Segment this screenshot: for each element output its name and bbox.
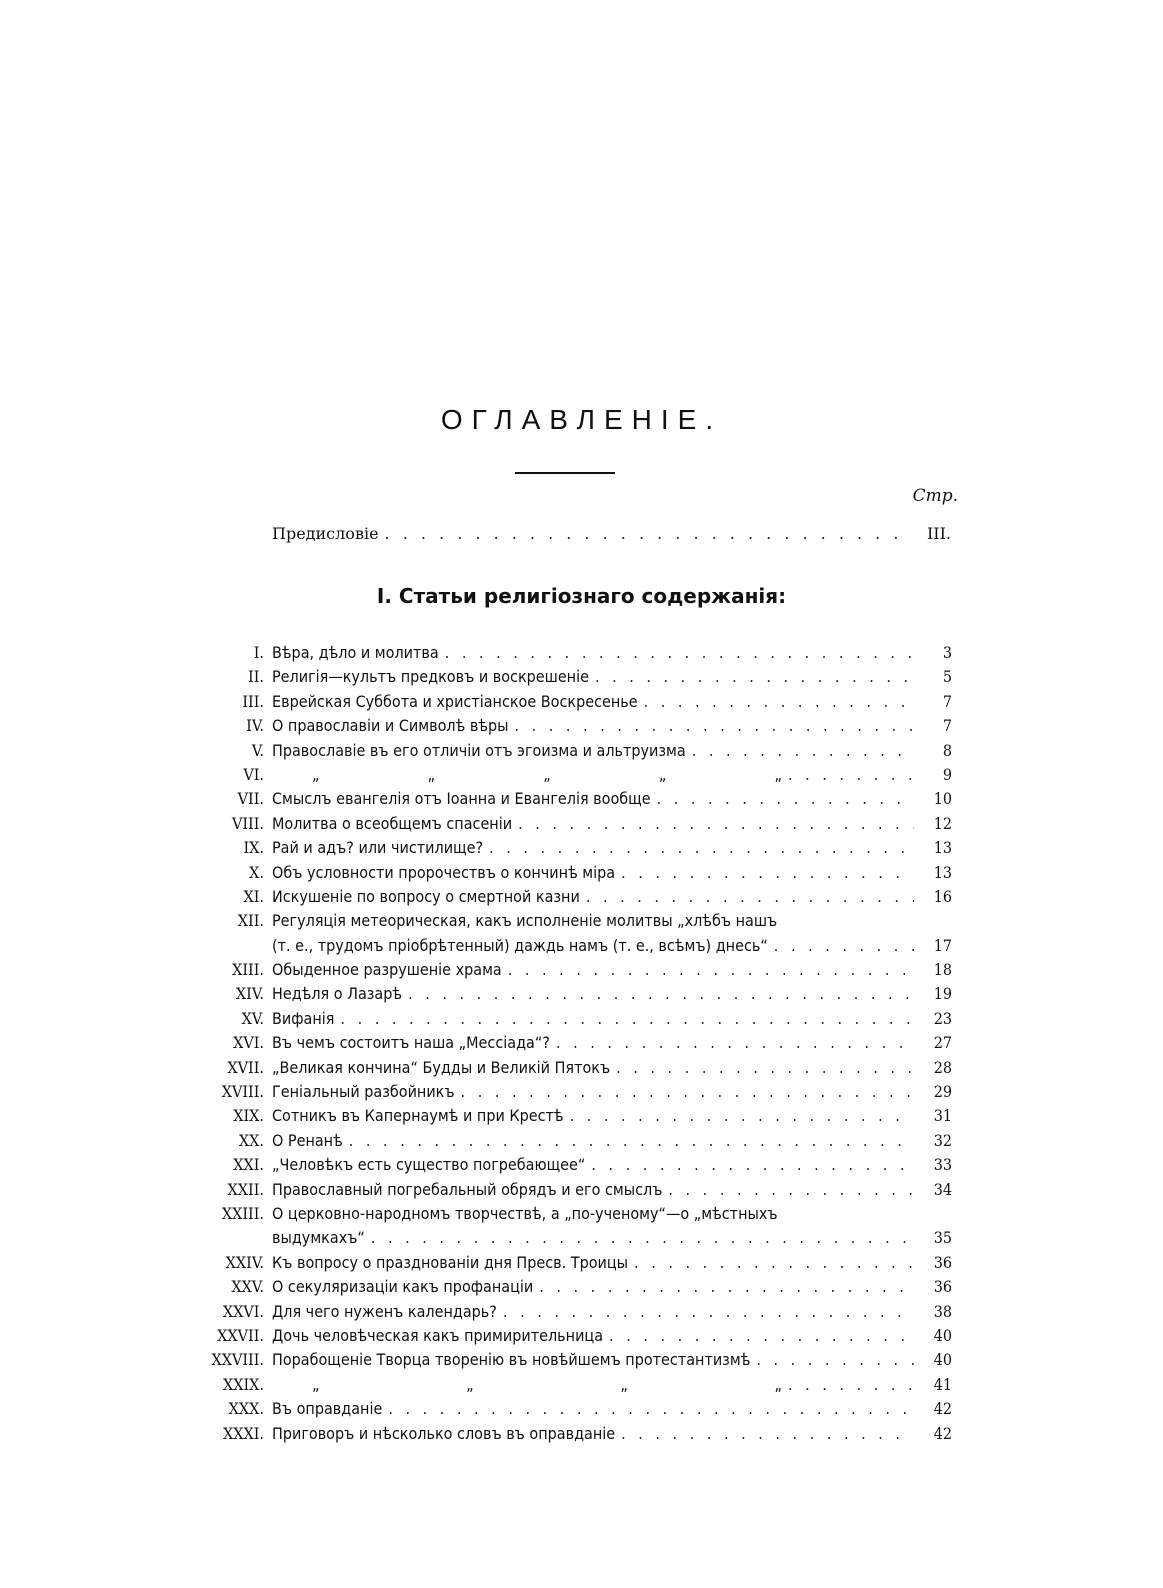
- toc-entry[interactable]: [180, 1302, 952, 1326]
- entry-title: Смыслъ евангелія отъ Іоанна и Евангелія вообще: [272, 789, 651, 809]
- leader-dots: [644, 692, 914, 711]
- toc-entry[interactable]: [180, 1155, 952, 1179]
- entry-number: V.: [251, 740, 264, 760]
- toc-entry[interactable]: [180, 1033, 952, 1057]
- toc-entry[interactable]: [180, 1106, 952, 1130]
- entry-title: Для чего нуженъ календарь?: [272, 1301, 497, 1321]
- leader-dots: [591, 1155, 914, 1174]
- leader-dots: [609, 1326, 914, 1345]
- page-column-header: Стр.: [912, 486, 958, 506]
- entry-page: 7: [942, 716, 952, 736]
- entry-title: Религія—культъ предковъ и воскрешеніе: [272, 667, 589, 687]
- leader-dots: [445, 643, 914, 662]
- leader-dots: [756, 1350, 914, 1369]
- toc-entry[interactable]: [180, 1204, 952, 1228]
- entry-number: XVIII.: [221, 1082, 264, 1102]
- entry-page: 12: [933, 813, 952, 833]
- entry-page: 5: [942, 667, 952, 687]
- entry-page: 41: [933, 1374, 952, 1394]
- entry-number: II.: [248, 667, 264, 687]
- entry-number: XX.: [238, 1130, 264, 1150]
- entry-number: XI.: [243, 886, 264, 906]
- entry-page: 36: [933, 1252, 952, 1272]
- entry-page: 28: [933, 1057, 952, 1077]
- entry-title: Въ чемъ состоитъ наша „Мессіада“?: [272, 1033, 550, 1053]
- toc-entry[interactable]: [180, 789, 952, 813]
- entry-page: 42: [933, 1423, 952, 1443]
- entry-title: Въ оправданіе: [272, 1399, 383, 1419]
- entry-number: XXXI.: [222, 1423, 264, 1443]
- entry-title: О секуляризаціи какъ профанаціи: [272, 1277, 534, 1297]
- leader-dots: [634, 1253, 914, 1272]
- entry-page: 33: [933, 1155, 952, 1175]
- entry-number: IX.: [243, 838, 264, 858]
- toc-preface[interactable]: [272, 524, 951, 550]
- entry-title: Обыденное разрушеніе храма: [272, 960, 502, 980]
- title-rule: [515, 472, 615, 474]
- leader-dots: [556, 1033, 914, 1052]
- toc-entry[interactable]: [180, 1009, 952, 1033]
- toc-entry[interactable]: [180, 863, 952, 887]
- entry-page: 7: [942, 691, 952, 711]
- entry-title: О Ренанѣ: [272, 1130, 343, 1150]
- entry-number: VIII.: [231, 813, 264, 833]
- entry-title: Сотникъ въ Капернаумѣ и при Крестѣ: [272, 1106, 564, 1126]
- entry-title: Порабощеніе Творца творенію въ новѣйшемъ протестантизмѣ: [272, 1350, 751, 1370]
- leader-dots: [489, 838, 914, 857]
- toc-entry[interactable]: [180, 692, 952, 716]
- entry-number: XV.: [241, 1008, 264, 1028]
- entry-page: 9: [942, 764, 952, 784]
- ditto-marks: „ „ „ „: [312, 1374, 782, 1394]
- entry-page: 36: [933, 1277, 952, 1297]
- leader-dots: [515, 716, 915, 735]
- entry-number: XXIII.: [221, 1203, 264, 1223]
- toc-entry[interactable]: [180, 911, 952, 935]
- entry-page: 17: [933, 935, 952, 955]
- table-of-contents: [180, 643, 952, 1448]
- toc-entry[interactable]: [180, 1277, 952, 1301]
- toc-entry[interactable]: [180, 1399, 952, 1423]
- leader-dots: [340, 1009, 914, 1028]
- entry-number: VII.: [237, 789, 264, 809]
- entry-title: О православіи и Символѣ вѣры: [272, 716, 509, 736]
- leader-dots: [657, 789, 914, 808]
- entry-number: XXV.: [231, 1277, 264, 1297]
- entry-page: 10: [933, 789, 952, 809]
- ditto-marks: „ „ „ „ „: [312, 764, 782, 784]
- entry-number: XVII.: [227, 1057, 264, 1077]
- leader-dots: [595, 667, 914, 686]
- entry-page: 18: [933, 960, 952, 980]
- entry-page: 16: [933, 886, 952, 906]
- entry-number: XVI.: [233, 1033, 264, 1053]
- toc-entry[interactable]: [180, 1180, 952, 1204]
- leader-dots: [616, 1058, 914, 1077]
- leader-dots: [388, 1399, 914, 1418]
- entry-page: 38: [933, 1301, 952, 1321]
- entry-page: 23: [933, 1008, 952, 1028]
- entry-title: Православіе въ его отличіи отъ эгоизма и альтруизма: [272, 740, 686, 760]
- entry-page: 19: [933, 984, 952, 1004]
- entry-title: Приговоръ и нѣсколько словъ въ оправданіе: [272, 1423, 616, 1443]
- leader-dots: [586, 887, 914, 906]
- entry-title: Къ вопросу о празднованіи дня Пресв. Троицы: [272, 1252, 629, 1272]
- toc-entry-continuation: [180, 936, 952, 960]
- leader-dots: [774, 936, 914, 955]
- entry-page: 27: [933, 1033, 952, 1053]
- toc-entry[interactable]: [180, 814, 952, 838]
- entry-number: XXVI.: [222, 1301, 264, 1321]
- toc-entry[interactable]: [180, 1350, 952, 1374]
- toc-entry[interactable]: [180, 667, 952, 691]
- entry-page: 13: [933, 862, 952, 882]
- entry-page: 42: [933, 1399, 952, 1419]
- entry-number: XXIV.: [225, 1252, 264, 1272]
- toc-entry-continuation: [180, 1228, 952, 1252]
- entry-title: Регуляція метеорическая, какъ исполненіе молитвы „хлѣбъ нашъ: [272, 911, 778, 931]
- entry-title: О церковно-народномъ творчествѣ, а „по-ученому“—о „мѣстныхъ: [272, 1203, 778, 1223]
- entry-number: XXX.: [228, 1399, 264, 1419]
- entry-title: Рай и адъ? или чистилище?: [272, 838, 484, 858]
- toc-entry[interactable]: [180, 765, 952, 789]
- toc-entry[interactable]: [180, 838, 952, 862]
- entry-page: 40: [933, 1350, 952, 1370]
- entry-title-continuation: (т. е., трудомъ пріобрѣтенный) даждь намъ (т. е., всѣмъ) днесь“: [272, 935, 768, 955]
- leader-dots: [408, 984, 914, 1003]
- entry-number: IV.: [246, 716, 264, 736]
- entry-number: X.: [249, 862, 264, 882]
- toc-entry[interactable]: [180, 716, 952, 740]
- entry-title: Еврейская Суббота и христіанское Воскресенье: [272, 691, 638, 711]
- toc-entry[interactable]: [180, 1082, 952, 1106]
- entry-page: 35: [933, 1228, 952, 1248]
- entry-number: III.: [242, 691, 264, 711]
- leader-dots: [570, 1106, 914, 1125]
- section-heading: I. Статьи религіознаго содержанія:: [376, 584, 787, 608]
- entry-title: „Великая кончина“ Будды и Великій Пятокъ: [272, 1057, 611, 1077]
- leader-dots: [518, 814, 914, 833]
- entry-number: XXVIII.: [211, 1350, 264, 1370]
- leader-dots: [503, 1302, 914, 1321]
- page-title: ОГЛАВЛЕНІЕ.: [440, 404, 723, 435]
- toc-entry[interactable]: [180, 1058, 952, 1082]
- entry-number: XII.: [237, 911, 264, 931]
- entry-title: Недѣля о Лазарѣ: [272, 984, 403, 1004]
- leader-dots: [788, 1375, 914, 1394]
- entry-page: 3: [942, 643, 952, 662]
- leader-dots: [461, 1082, 914, 1101]
- entry-page: 29: [933, 1082, 952, 1102]
- entry-page: 34: [933, 1179, 952, 1199]
- toc-entry[interactable]: [180, 1326, 952, 1350]
- preface-page: III.: [926, 524, 951, 543]
- leader-dots: [692, 741, 914, 760]
- entry-title: Молитва о всеобщемъ спасеніи: [272, 813, 513, 833]
- entry-page: 8: [942, 740, 952, 760]
- leader-dots: [385, 524, 913, 543]
- toc-entry[interactable]: [180, 741, 952, 765]
- leader-dots: [371, 1228, 914, 1247]
- toc-entry[interactable]: [180, 984, 952, 1008]
- preface-label: Предисловіе: [272, 524, 379, 543]
- entry-page: 32: [933, 1130, 952, 1150]
- entry-title: Вѣра, дѣло и молитва: [272, 643, 439, 662]
- leader-dots: [508, 960, 914, 979]
- entry-title: Геніальный разбойникъ: [272, 1082, 455, 1102]
- entry-title: Искушеніе по вопросу о смертной казни: [272, 886, 580, 906]
- leader-dots: [668, 1180, 914, 1199]
- entry-number: I.: [253, 643, 264, 662]
- entry-title: „Человѣкъ есть существо погребающее“: [272, 1155, 586, 1175]
- leader-dots: [788, 765, 914, 784]
- toc-entry[interactable]: [180, 643, 952, 667]
- entry-number: XXI.: [233, 1155, 264, 1175]
- entry-number: XXIX.: [222, 1374, 264, 1394]
- entry-number: XIV.: [235, 984, 264, 1004]
- toc-entry[interactable]: [180, 960, 952, 984]
- toc-entry[interactable]: [180, 1253, 952, 1277]
- entry-page: 40: [933, 1325, 952, 1345]
- leader-dots: [621, 863, 914, 882]
- entry-title: Дочь человѣческая какъ примирительница: [272, 1325, 604, 1345]
- toc-entry[interactable]: [180, 1424, 952, 1448]
- entry-title-continuation: выдумкахъ“: [272, 1228, 365, 1248]
- entry-number: XXVII.: [217, 1325, 264, 1345]
- leader-dots: [539, 1277, 914, 1296]
- entry-number: XXII.: [227, 1179, 264, 1199]
- entry-title: Православный погребальный обрядъ и его смыслъ: [272, 1179, 663, 1199]
- entry-title: Объ условности пророчествъ о кончинѣ міра: [272, 862, 616, 882]
- entry-title: Вифанія: [272, 1008, 335, 1028]
- entry-page: 31: [933, 1106, 952, 1126]
- leader-dots: [349, 1131, 914, 1150]
- entry-number: XIII.: [232, 960, 264, 980]
- entry-number: XIX.: [233, 1106, 264, 1126]
- entry-page: 13: [933, 838, 952, 858]
- entry-number: VI.: [243, 764, 264, 784]
- leader-dots: [621, 1424, 914, 1443]
- toc-entry[interactable]: [180, 887, 952, 911]
- toc-entry[interactable]: [180, 1131, 952, 1155]
- toc-entry[interactable]: [180, 1375, 952, 1399]
